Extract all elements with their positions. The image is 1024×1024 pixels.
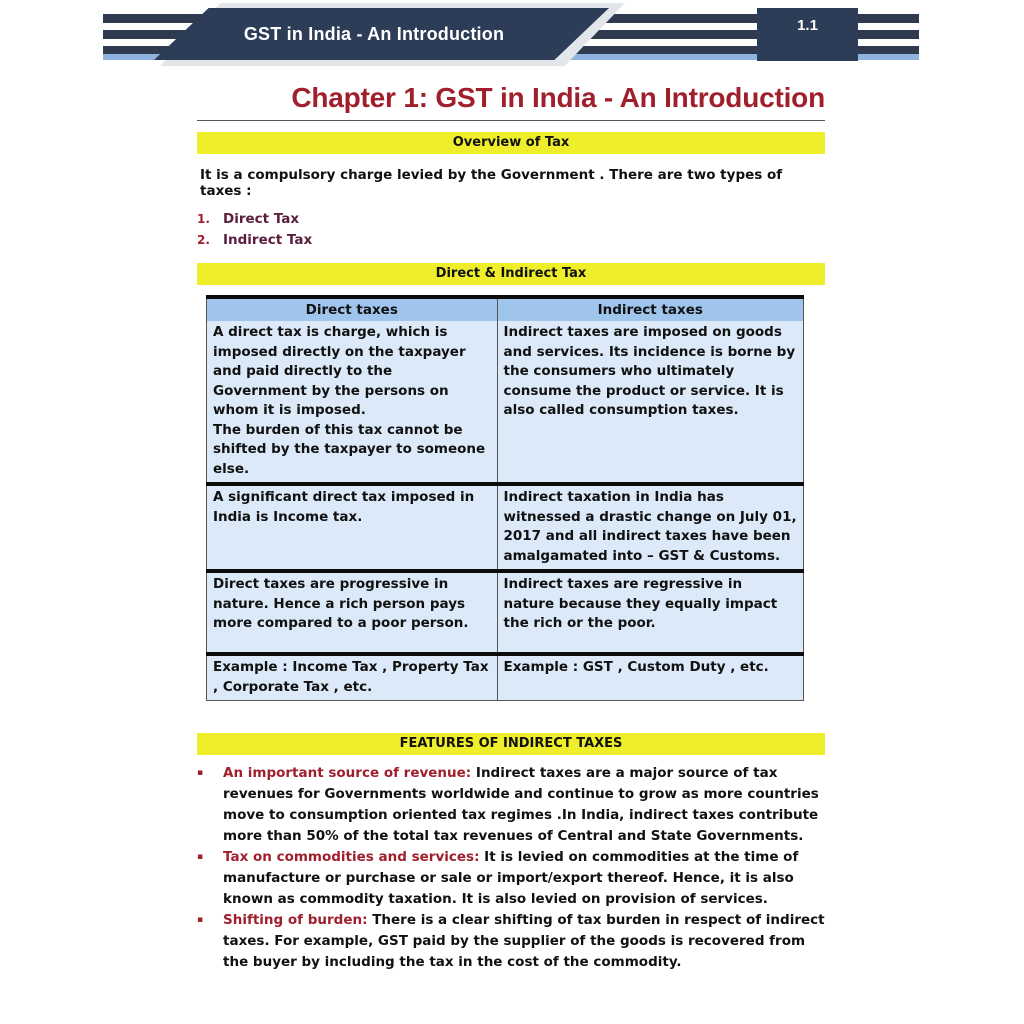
table-cell-indirect: Indirect taxation in India has witnessed a drastic change on July 01, 2017 and all indirect taxes have been amalgamated into – GST & Customs. xyxy=(497,484,804,571)
table-cell-direct: Example : Income Tax , Property Tax , Corporate Tax , etc. xyxy=(207,654,498,701)
section-heading-overview: Overview of Tax xyxy=(197,132,825,154)
table-cell-indirect: Indirect taxes are regressive in nature because they equally impact the rich or the poor. xyxy=(497,571,804,654)
comparison-table xyxy=(206,295,804,701)
table-cell-direct xyxy=(207,321,498,484)
list-number: 2. xyxy=(197,233,210,247)
list-item xyxy=(197,230,825,251)
table-header-row xyxy=(207,297,804,321)
list-item xyxy=(197,910,825,973)
column-header-indirect: Indirect taxes xyxy=(497,297,804,321)
feature-lead: Tax on commodities and services: xyxy=(223,849,480,865)
page-number: 1.1 xyxy=(757,8,858,61)
square-bullet-icon: ▪ xyxy=(197,915,204,925)
features-list xyxy=(197,763,825,973)
feature-lead: An important source of revenue: xyxy=(223,765,472,781)
table-cell-indirect: Example : GST , Custom Duty , etc. xyxy=(497,654,804,701)
feature-body: It is levied on commodities at the time of manufacture or purchase or sale or import/export thereof. Hence, it is also known as commodity taxation. It is also levied on provision of services. xyxy=(223,849,799,907)
feature-lead: Shifting of burden: xyxy=(223,912,368,928)
list-item-label: Indirect Tax xyxy=(223,232,313,248)
chapter-title: Chapter 1: GST in India - An Introduction xyxy=(197,82,825,121)
section-heading-features: FEATURES OF INDIRECT TAXES xyxy=(197,733,825,755)
banner-title: GST in India - An Introduction xyxy=(243,23,505,44)
table-row xyxy=(207,321,804,484)
section-heading-comparison: Direct & Indirect Tax xyxy=(197,263,825,285)
tax-types-list xyxy=(197,209,825,251)
feature-body: There is a clear shifting of tax burden in respect of indirect taxes. For example, GST paid by the supplier of the goods is recovered from the buyer by including the tax in the cost of the commodity. xyxy=(223,912,825,970)
cell-text: The burden of this tax cannot be shifted by the taxpayer to someone else. xyxy=(213,421,486,477)
list-number: 1. xyxy=(197,212,210,226)
table-row xyxy=(207,654,804,701)
square-bullet-icon: ▪ xyxy=(197,768,204,778)
square-bullet-icon: ▪ xyxy=(197,852,204,862)
list-item xyxy=(197,209,825,230)
list-item xyxy=(197,763,825,847)
list-item xyxy=(197,847,825,910)
feature-text xyxy=(223,847,825,910)
table-cell-direct: A significant direct tax imposed in India is Income tax. xyxy=(207,484,498,571)
list-item-label: Direct Tax xyxy=(223,211,300,227)
table-cell-direct: Direct taxes are progressive in nature. Hence a rich person pays more compared to a poor person. xyxy=(207,571,498,654)
header-banner xyxy=(0,0,1024,70)
cell-text: A direct tax is charge, which is imposed directly on the taxpayer and paid directly to the Government by the persons on whom it is imposed. xyxy=(213,324,466,418)
table-row xyxy=(207,571,804,654)
feature-body: Indirect taxes are a major source of tax revenues for Governments worldwide and continue to grow as more countries move to consumption oriented tax regimes .In India, indirect taxes contribute more than 50% of the total tax revenues of Central and State Governments. xyxy=(223,765,819,844)
feature-text xyxy=(223,910,825,973)
overview-intro: It is a compulsory charge levied by the Government . There are two types of taxes : xyxy=(200,167,783,199)
page-content xyxy=(197,82,825,973)
feature-text xyxy=(223,763,825,847)
column-header-direct: Direct taxes xyxy=(207,297,498,321)
table-row xyxy=(207,484,804,571)
table-cell-indirect: Indirect taxes are imposed on goods and services. Its incidence is borne by the consumers who ultimately consume the product or service. It is also called consumption taxes. xyxy=(497,321,804,484)
